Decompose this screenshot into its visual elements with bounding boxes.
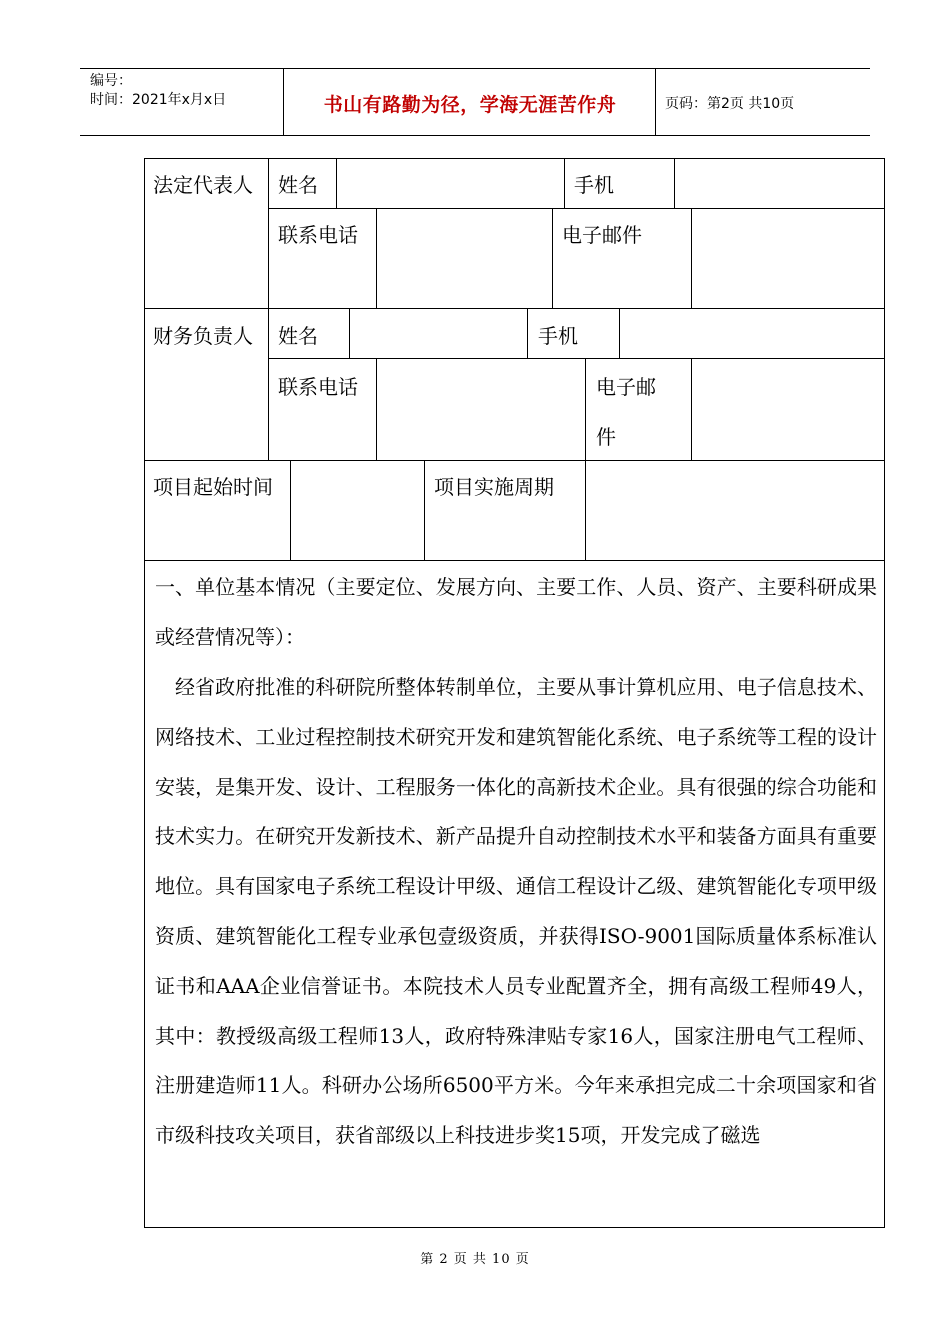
row-line bbox=[144, 308, 885, 309]
project-start-time-label: 项目起始时间 bbox=[153, 475, 273, 499]
col-line bbox=[424, 460, 425, 561]
header-divider bbox=[283, 68, 284, 136]
col-line bbox=[376, 208, 377, 309]
finance-head-email-label: 电子邮件 bbox=[596, 375, 656, 449]
section-heading: 一、单位基本情况（主要定位、发展方向、主要工作、人员、资产、主要科研成果或经营情况等）： bbox=[155, 575, 877, 649]
legal-rep-phone-label: 联系电话 bbox=[278, 223, 358, 247]
table-border bbox=[884, 158, 885, 1228]
project-period-label: 项目实施周期 bbox=[434, 475, 554, 499]
col-line bbox=[290, 460, 291, 561]
finance-head-label: 财务负责人 bbox=[153, 324, 253, 348]
table-border bbox=[144, 158, 885, 159]
table-border bbox=[144, 1227, 885, 1228]
col-line bbox=[527, 308, 528, 359]
col-line bbox=[349, 308, 350, 359]
legal-rep-email-label: 电子邮件 bbox=[562, 223, 642, 247]
page-footer: 第 2 页 共 10 页 bbox=[420, 1252, 530, 1267]
col-line bbox=[691, 208, 692, 309]
legal-representative-label: 法定代表人 bbox=[153, 173, 253, 197]
document-date: 时间：2021年x月x日 bbox=[90, 92, 227, 108]
col-line bbox=[564, 158, 565, 209]
header-top-rule bbox=[80, 68, 870, 69]
col-line bbox=[552, 208, 553, 309]
col-line bbox=[585, 358, 586, 461]
col-line bbox=[585, 460, 586, 561]
row-line bbox=[144, 460, 885, 461]
col-line bbox=[268, 158, 269, 309]
header-bottom-rule bbox=[80, 135, 870, 136]
finance-head-name-label: 姓名 bbox=[278, 324, 318, 348]
header-page-info: 页码：第2页 共10页 bbox=[665, 96, 795, 112]
finance-head-mobile-label: 手机 bbox=[538, 324, 578, 348]
table-border bbox=[144, 158, 145, 1228]
col-line bbox=[619, 308, 620, 359]
col-line bbox=[376, 358, 377, 461]
header-divider bbox=[655, 68, 656, 136]
col-line bbox=[691, 358, 692, 461]
row-line bbox=[144, 560, 885, 561]
document-number-label: 编号： bbox=[90, 73, 132, 89]
header-motto: 书山有路勤为径，学海无涯苦作舟 bbox=[323, 94, 617, 116]
col-line bbox=[268, 308, 269, 461]
legal-rep-name-label: 姓名 bbox=[278, 173, 318, 197]
finance-head-phone-label: 联系电话 bbox=[278, 375, 358, 399]
col-line bbox=[674, 158, 675, 209]
legal-rep-mobile-label: 手机 bbox=[574, 173, 614, 197]
section-body: 经省政府批准的科研院所整体转制单位，主要从事计算机应用、电子信息技术、网络技术、工业过程控制技术研究开发和建筑智能化系统、电子系统等工程的设计安装，是集开发、设计、工程服务一体化的高新技术企业。具有很强的综合功能和技术实力。在研究开发新技术、新产品提升自动控制技术水平和装备方面具有重要地位。具有国家电子系统工程设计甲级、通信工程设计乙级、建筑智能化专项甲级资质、建筑智能化工程专业承包壹级资质，并获得ISO-9001国际质量体系标准认证书和AAA企业信誉证书。本院技术人员专业配置齐全，拥有高级工程师49人，其中：教授级高级工程师13人，政府特殊津贴专家16人，国家注册电气工程师、注册建造师11人。科研办公场所6500平方米。今年来承担完成二十余项国家和省市级科技攻关项目，获省部级以上科技进步奖15项，开发完成了磁选 bbox=[155, 675, 877, 1148]
col-line bbox=[336, 158, 337, 209]
